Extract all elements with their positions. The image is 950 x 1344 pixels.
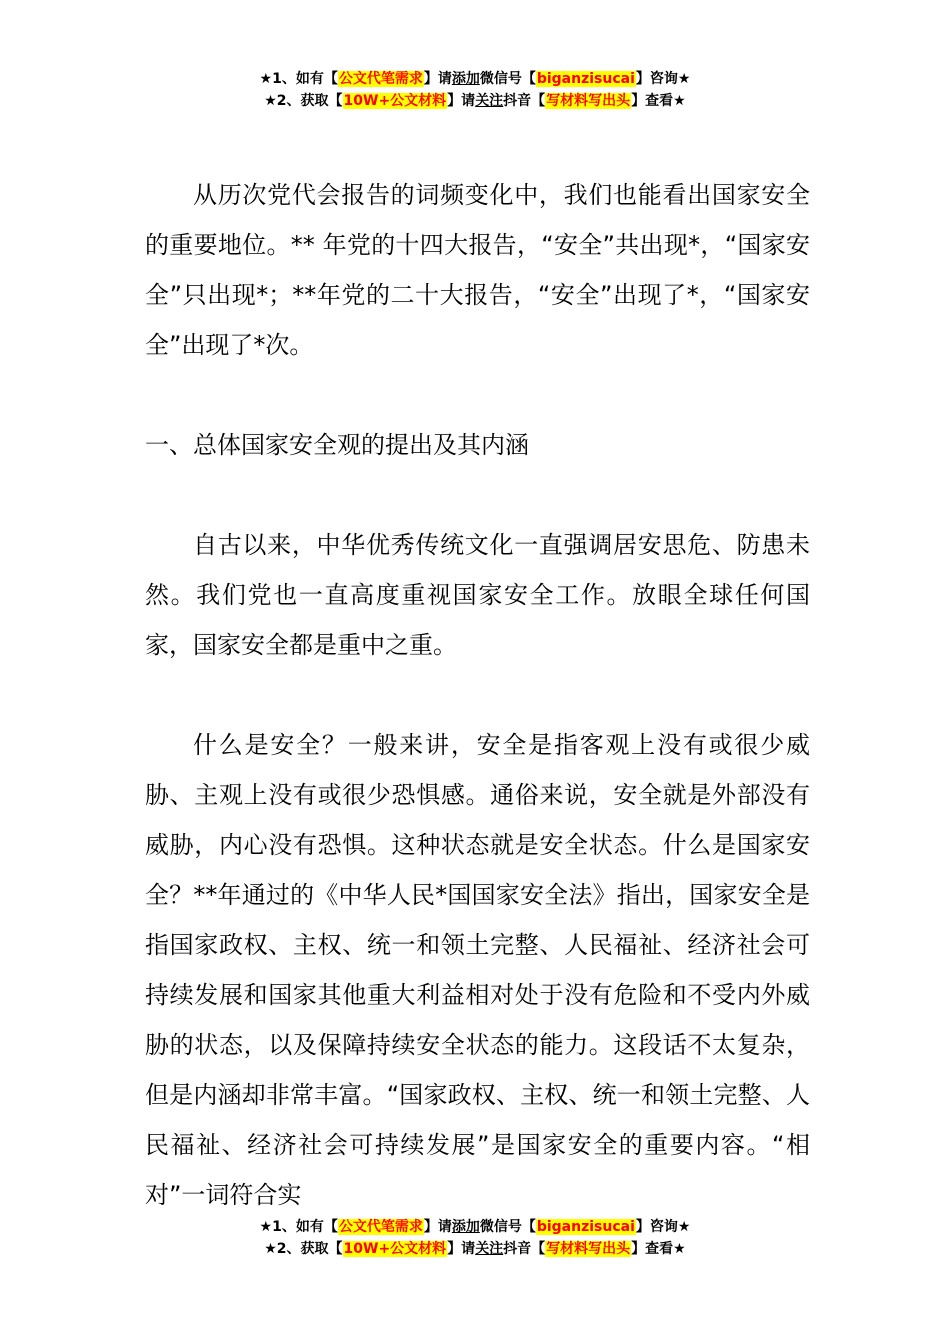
banner-text: ★1、如有【 xyxy=(259,71,338,87)
banner-line-1 xyxy=(0,68,950,90)
paragraph-spacer xyxy=(145,670,810,720)
banner-text: 】查看★ xyxy=(631,1241,686,1257)
banner-text: 】咨询★ xyxy=(635,71,691,87)
section-heading: 一、总体国家安全观的提出及其内涵 xyxy=(145,431,529,459)
paragraph-spacer xyxy=(145,470,810,520)
highlight-douyin-account: 写材料写出头 xyxy=(546,1241,631,1257)
paragraph-spacer xyxy=(145,370,810,420)
banner-text: 】咨询★ xyxy=(635,1219,691,1235)
paragraph-1: 从历次党代会报告的词频变化中，我们也能看出国家安全的重要地位。** 年党的十四大报告，“安全”共出现*，“国家安全”只出现*；**年党的二十大报告，“安全”出现了*，“国家安全”出现了*次。 xyxy=(145,181,810,359)
banner-text: ★2、获取【 xyxy=(264,93,343,109)
banner-text: 微信号【 xyxy=(479,1219,536,1235)
banner-text: 】请 xyxy=(423,1219,452,1235)
banner-line-1 xyxy=(0,1216,950,1238)
highlight-service: 公文代笔需求 xyxy=(338,1219,423,1235)
header-banner xyxy=(0,68,950,112)
banner-text: 抖音【 xyxy=(503,93,546,109)
banner-text: 】查看★ xyxy=(631,93,686,109)
highlight-douyin-account: 写材料写出头 xyxy=(546,93,631,109)
banner-text: 抖音【 xyxy=(503,1241,546,1257)
highlight-materials: 10W+公文材料 xyxy=(343,1241,447,1257)
banner-underlined-text: 添加 xyxy=(451,1219,480,1235)
banner-underlined-text: 关注 xyxy=(475,1241,504,1257)
banner-line-2 xyxy=(0,90,950,112)
banner-text: ★1、如有【 xyxy=(259,1219,338,1235)
footer-banner xyxy=(0,1216,950,1260)
banner-underlined-text: 关注 xyxy=(475,93,504,109)
banner-text: 】请 xyxy=(447,1241,476,1257)
document-body xyxy=(145,170,810,1220)
highlight-service: 公文代笔需求 xyxy=(338,71,423,87)
paragraph-2: 自古以来，中华优秀传统文化一直强调居安思危、防患未然。我们党也一直高度重视国家安全工作。放眼全球任何国家，国家安全都是重中之重。 xyxy=(145,531,810,659)
highlight-wechat-id: biganzisucai xyxy=(536,71,635,87)
banner-text: 】请 xyxy=(423,71,452,87)
banner-line-2 xyxy=(0,1238,950,1260)
banner-text: 微信号【 xyxy=(479,71,536,87)
highlight-wechat-id: biganzisucai xyxy=(536,1219,635,1235)
paragraph-3: 什么是安全？一般来讲，安全是指客观上没有或很少威胁、主观上没有或很少恐惧感。通俗来说，安全就是外部没有威胁，内心没有恐惧。这种状态就是安全状态。什么是国家安全？**年通过的《中华人民*国国家安全法》指出，国家安全是指国家政权、主权、统一和领土完整、人民福祉、经济社会可持续发展和国家其他重大利益相对处于没有危险和不受内外威胁的状态，以及保障持续安全状态的能力。这段话不太复杂，但是内涵却非常丰富。“国家政权、主权、统一和领土完整、人民福祉、经济社会可持续发展”是国家安全的重要内容。“相对”一词符合实 xyxy=(145,731,810,1209)
banner-text: ★2、获取【 xyxy=(264,1241,343,1257)
banner-underlined-text: 添加 xyxy=(451,71,480,87)
banner-text: 】请 xyxy=(447,93,476,109)
highlight-materials: 10W+公文材料 xyxy=(343,93,447,109)
